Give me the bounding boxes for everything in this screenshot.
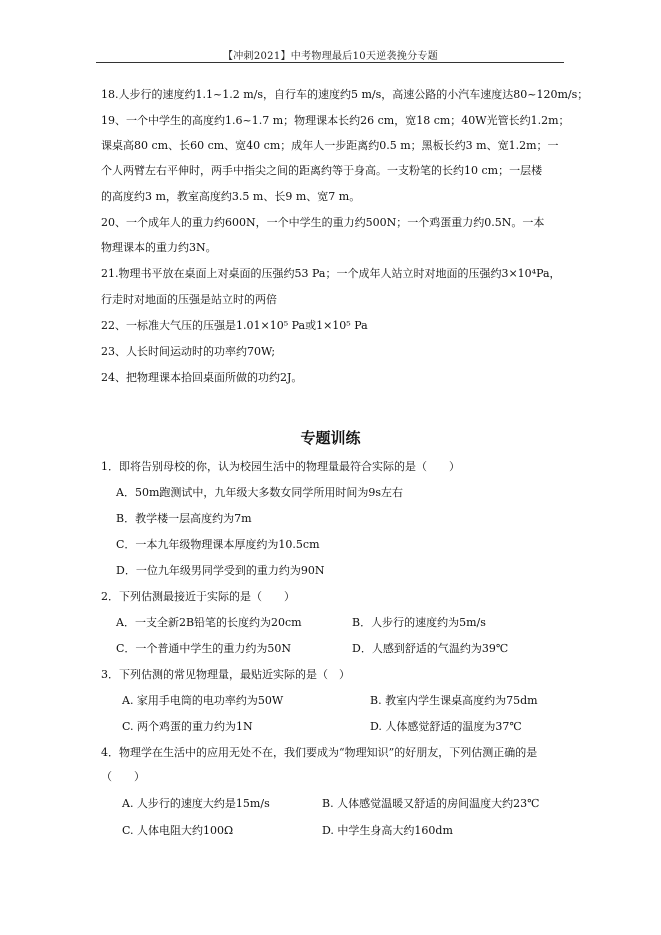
question-2-option-a: A．一支全新2B铅笔的长度约为20cm	[116, 616, 302, 629]
question-3-option-a: A. 家用手电筒的电功率约为50W	[122, 694, 284, 707]
fact-line: 的高度约3 m，教室高度约3.5 m、长9 m、宽7 m。	[101, 190, 361, 203]
question-3-stem: 3．下列估测的常见物理量，最贴近实际的是（ ）	[101, 668, 350, 681]
fact-line: 课桌高80 cm、长60 cm、宽40 cm；成年人一步距离约0.5 m；黑板长约3 m、宽1.2m；一	[101, 139, 559, 152]
fact-line: 物理课本的重力约3N。	[101, 241, 217, 254]
question-2-stem: 2．下列估测最接近于实际的是（ ）	[101, 590, 295, 603]
question-4-option-b: B. 人体感觉温暖又舒适的房间温度大约23℃	[322, 797, 540, 810]
fact-line: 24、把物理课本拾回桌面所做的功约2J。	[101, 371, 303, 384]
question-2-option-d: D．人感到舒适的气温约为39℃	[352, 642, 509, 655]
fact-line: 22、一标准大气压的压强是1.01×10⁵ Pa或1×10⁵ Pa	[101, 319, 368, 332]
page-header: 【冲刺2021】中考物理最后10天逆袭挽分专题	[222, 51, 439, 62]
fact-line: 23、人长时间运动时的功率约70W;	[101, 345, 276, 358]
question-3-option-d: D. 人体感觉舒适的温度为37℃	[370, 720, 522, 733]
question-1-stem: 1．即将告别母校的你，认为校园生活中的物理量最符合实际的是（ ）	[101, 460, 460, 473]
question-3-option-b: B. 教室内学生课桌高度约为75dm	[370, 694, 538, 707]
fact-line: 18.人步行的速度约1.1~1.2 m/s，自行车的速度约5 m/s，高速公路的小汽车速度达80~120m/s；	[101, 88, 589, 101]
question-1-option-a: A．50m跑测试中，九年级大多数女同学所用时间为9s左右	[116, 486, 404, 499]
question-3-option-c: C. 两个鸡蛋的重力约为1N	[122, 720, 253, 733]
question-1-option-c: C．一本九年级物理课本厚度约为10.5cm	[116, 538, 320, 551]
question-1-option-b: B．教学楼一层高度约为7m	[116, 512, 252, 525]
question-4-stem: 4．物理学在生活中的应用无处不在，我们要成为“物理知识”的好朋友，下列估测正确的是	[101, 746, 538, 759]
header-divider	[96, 62, 564, 63]
question-1-option-d: D．一位九年级男同学受到的重力约为90N	[116, 564, 325, 577]
fact-line: 20、一个成年人的重力约600N，一个中学生的重力约500N；一个鸡蛋重力约0.5N。一本	[101, 216, 545, 229]
fact-line: 个人两臂左右平伸时，两手中指尖之间的距离约等于身高。一支粉笔的长约10 cm；一层楼	[101, 164, 543, 177]
question-4-stem-cont: （ ）	[101, 770, 145, 783]
question-4-option-a: A. 人步行的速度大约是15m/s	[122, 797, 270, 810]
fact-line: 行走时对地面的压强是站立时的两倍	[101, 293, 277, 306]
section-title: 专题训练	[300, 429, 361, 447]
fact-line: 21.物理书平放在桌面上对桌面的压强约53 Pa；一个成年人站立时对地面的压强约3×10⁴Pa，	[101, 267, 561, 280]
question-2-option-b: B．人步行的速度约为5m/s	[352, 616, 486, 629]
question-2-option-c: C．一个普通中学生的重力约为50N	[116, 642, 292, 655]
question-4-option-c: C. 人体电阻大约100Ω	[122, 824, 234, 837]
fact-line: 19、一个中学生的高度约1.6~1.7 m；物理课本长约26 cm，宽18 cm；40W光管长约1.2m；	[101, 114, 570, 127]
question-4-option-d: D. 中学生身高大约160dm	[322, 824, 453, 837]
